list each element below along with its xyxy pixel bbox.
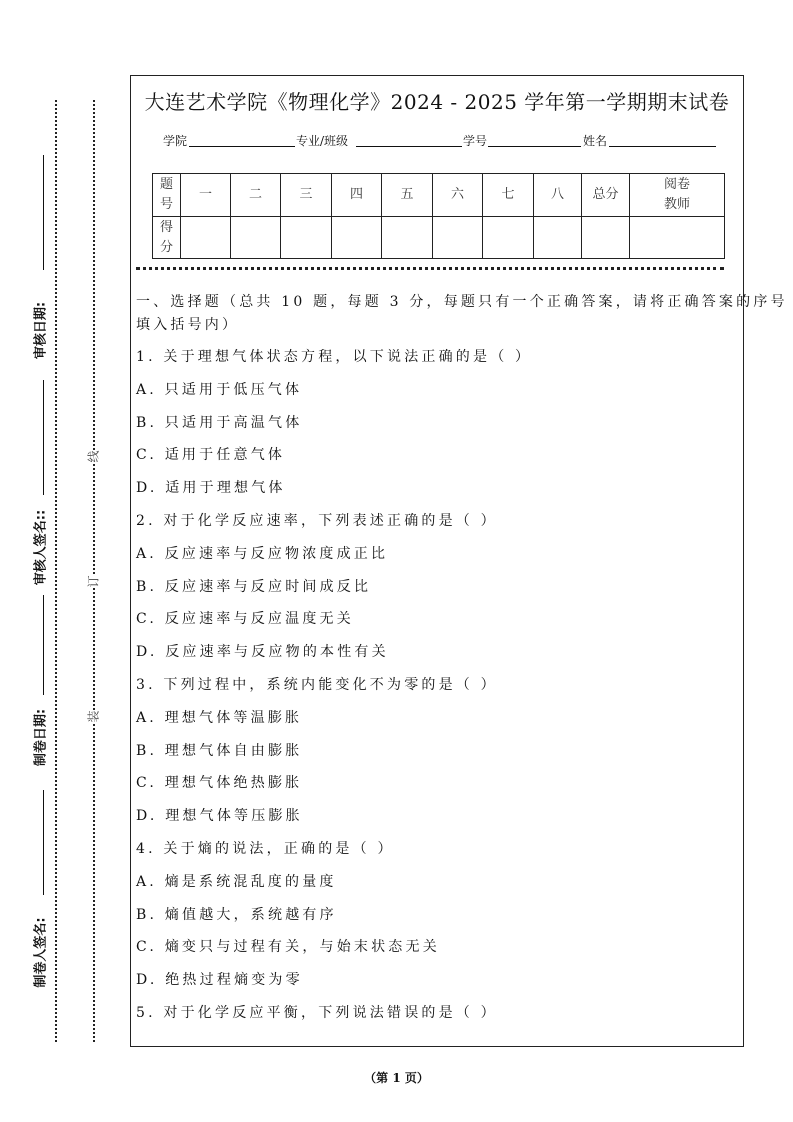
field-label-student-id: 学号 bbox=[463, 134, 488, 148]
compiler-signature-label: 制卷人签名: bbox=[33, 917, 49, 988]
section-heading-line1: 一、选择题（总共 10 题，每题 3 分，每题只有一个正确答案，请将正确答案的序号 bbox=[136, 294, 788, 310]
field-label-college: 学院 bbox=[163, 134, 188, 148]
col-header-total: 总分 bbox=[582, 174, 630, 217]
answer-option: A. 反应速率与反应物浓度成正比 bbox=[136, 545, 389, 562]
score-table bbox=[152, 173, 725, 259]
answer-option: D. 理想气体等压膨胀 bbox=[136, 808, 303, 825]
answer-option: D. 绝热过程熵变为零 bbox=[136, 972, 303, 989]
col-header: 四 bbox=[332, 174, 382, 217]
field-major-class-blank[interactable] bbox=[356, 146, 462, 147]
binding-dotted-line-inner bbox=[93, 100, 95, 1042]
answer-option: B. 熵值越大，系统越有序 bbox=[136, 906, 337, 923]
score-cell-total[interactable] bbox=[582, 217, 630, 259]
col-header: 一 bbox=[181, 174, 231, 217]
binding-char-line: 线 bbox=[86, 450, 101, 463]
answer-option: D. 适用于理想气体 bbox=[136, 480, 286, 497]
binding-char-staple: 订 bbox=[86, 575, 101, 588]
compile-date-label: 制卷日期: bbox=[33, 708, 49, 767]
label-char: 分 bbox=[159, 239, 173, 255]
exam-title: 大连艺术学院《物理化学》2024 - 2025 学年第一学期期末试卷 bbox=[144, 90, 730, 114]
answer-option: C. 适用于任意气体 bbox=[136, 447, 286, 464]
score-cell[interactable] bbox=[433, 217, 483, 259]
col-header: 二 bbox=[231, 174, 281, 217]
page-number: （第 1 页） bbox=[364, 1071, 429, 1085]
question-stem: 2. 对于化学反应速率，下列表述正确的是（ ） bbox=[136, 513, 498, 529]
answer-option: C. 反应速率与反应温度无关 bbox=[136, 611, 354, 628]
question-stem: 4. 关于熵的说法，正确的是（ ） bbox=[136, 841, 395, 857]
label-char: 得 bbox=[159, 219, 173, 235]
field-student-id-blank[interactable] bbox=[488, 146, 581, 147]
answer-option: B. 只适用于高温气体 bbox=[136, 414, 303, 431]
field-label-name: 姓名 bbox=[583, 134, 608, 148]
answer-option: C. 理想气体绝热膨胀 bbox=[136, 775, 303, 792]
review-date-underline bbox=[43, 155, 44, 270]
answer-option: B. 理想气体自由膨胀 bbox=[136, 742, 303, 759]
col-header: 六 bbox=[433, 174, 483, 217]
col-header: 三 bbox=[281, 174, 332, 217]
question-stem: 3. 下列过程中，系统内能变化不为零的是（ ） bbox=[136, 677, 498, 693]
col-header: 七 bbox=[483, 174, 534, 217]
score-cell[interactable] bbox=[382, 217, 433, 259]
col-header: 五 bbox=[382, 174, 433, 217]
score-cell[interactable] bbox=[181, 217, 231, 259]
field-name-blank[interactable] bbox=[609, 146, 716, 147]
answer-option: C. 熵变只与过程有关，与始末状态无关 bbox=[136, 939, 440, 956]
score-cell[interactable] bbox=[534, 217, 582, 259]
grader-line2: 教师 bbox=[663, 197, 690, 212]
score-cell[interactable] bbox=[231, 217, 281, 259]
reviewer-signature-underline bbox=[43, 380, 44, 495]
score-cell[interactable] bbox=[483, 217, 534, 259]
row-label-score bbox=[153, 217, 181, 259]
question-stem: 5. 对于化学反应平衡，下列说法错误的是（ ） bbox=[136, 1005, 498, 1021]
field-college-blank[interactable] bbox=[189, 146, 295, 147]
col-header-grader bbox=[630, 174, 725, 217]
grader-line1: 阅卷 bbox=[663, 177, 690, 192]
score-table-score-row bbox=[153, 217, 725, 259]
binding-dotted-line-outer bbox=[55, 100, 57, 1042]
question-stem: 1. 关于理想气体状态方程，以下说法正确的是（ ） bbox=[136, 349, 533, 365]
reviewer-signature-label: 审核人签名:: bbox=[33, 509, 49, 586]
compiler-signature-underline bbox=[43, 790, 44, 895]
answer-option: A. 只适用于低压气体 bbox=[136, 381, 303, 398]
section-heading-line2: 填入括号内） bbox=[136, 317, 240, 333]
binding-char-bind: 装 bbox=[86, 710, 101, 723]
score-cell[interactable] bbox=[332, 217, 382, 259]
label-char: 题 bbox=[159, 177, 173, 192]
score-table-header-row bbox=[153, 174, 725, 217]
section-divider bbox=[136, 267, 724, 270]
label-char: 号 bbox=[159, 197, 173, 212]
row-label-question-number bbox=[153, 174, 181, 217]
answer-option: B. 反应速率与反应时间成反比 bbox=[136, 578, 372, 595]
score-cell[interactable] bbox=[281, 217, 332, 259]
answer-option: A. 熵是系统混乱度的量度 bbox=[136, 873, 337, 890]
score-cell-grader[interactable] bbox=[630, 217, 725, 259]
answer-option: D. 反应速率与反应物的本性有关 bbox=[136, 644, 389, 661]
review-date-label: 审核日期: bbox=[33, 301, 49, 360]
col-header: 八 bbox=[534, 174, 582, 217]
answer-option: A. 理想气体等温膨胀 bbox=[136, 709, 303, 726]
field-label-major-class: 专业/班级 bbox=[296, 134, 349, 148]
